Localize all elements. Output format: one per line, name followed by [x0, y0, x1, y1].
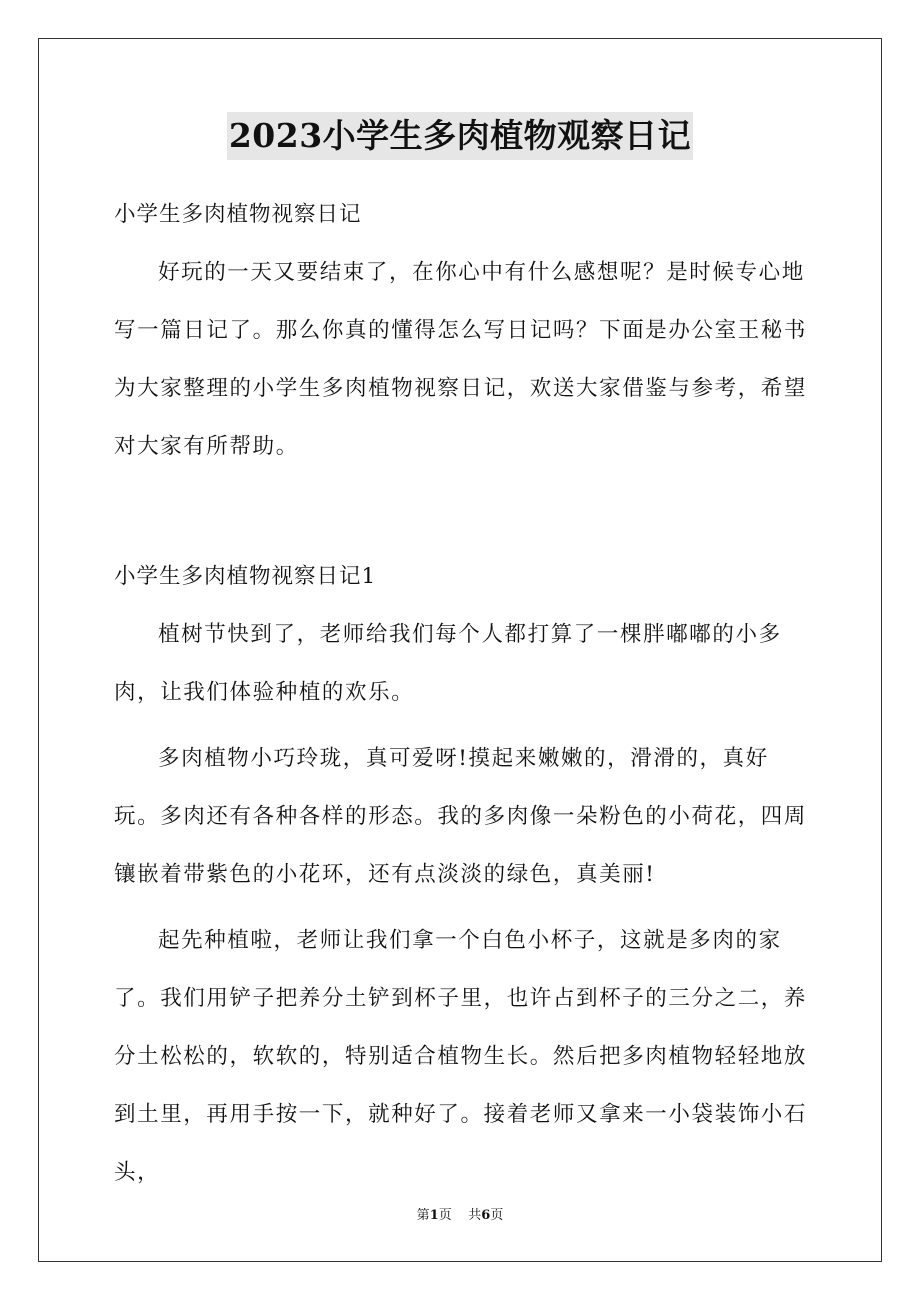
document-title: 2023小学生多肉植物观察日记	[227, 112, 693, 160]
footer-page-total: 6	[481, 1208, 491, 1223]
page-footer	[0, 1206, 920, 1226]
body-paragraph-1: 植树节快到了，老师给我们每个人都打算了一棵胖嘟嘟的小多肉，让我们体验种植的欢乐。	[114, 622, 782, 705]
document-subtitle: 小学生多肉植物视察日记	[114, 202, 362, 227]
footer-page-mid: 页 共	[438, 1208, 482, 1223]
footer-page-prefix: 第	[416, 1208, 430, 1223]
section-heading: 小学生多肉植物视察日记1	[114, 564, 377, 589]
footer-page-suffix: 页	[490, 1208, 504, 1223]
footer-page-current: 1	[429, 1208, 439, 1223]
body-paragraph-3: 起先种植啦，老师让我们拿一个白色小杯子，这就是多肉的家了。我们用铲子把养分土铲到杯子里，也许占到杯子的三分之二，养分土松松的，软软的，特别适合植物生长。然后把多肉植物轻轻地放到土里，再用手按一下，就种好了。接着老师又拿来一小袋装饰小石头，	[114, 928, 808, 1185]
title-container	[0, 112, 920, 160]
intro-paragraph: 好玩的一天又要结束了，在你心中有什么感想呢？是时候专心地写一篇日记了。那么你真的懂得怎么写日记吗？下面是办公室王秘书为大家整理的小学生多肉植物视察日记，欢送大家借鉴与参考，希望对大家有所帮助。	[114, 260, 808, 459]
body-paragraph-2: 多肉植物小巧玲珑，真可爱呀!摸起来嫩嫩的，滑滑的，真好玩。多肉还有各种各样的形态。我的多肉像一朵粉色的小荷花，四周镶嵌着带紫色的小花环，还有点淡淡的绿色，真美丽!	[114, 746, 808, 887]
